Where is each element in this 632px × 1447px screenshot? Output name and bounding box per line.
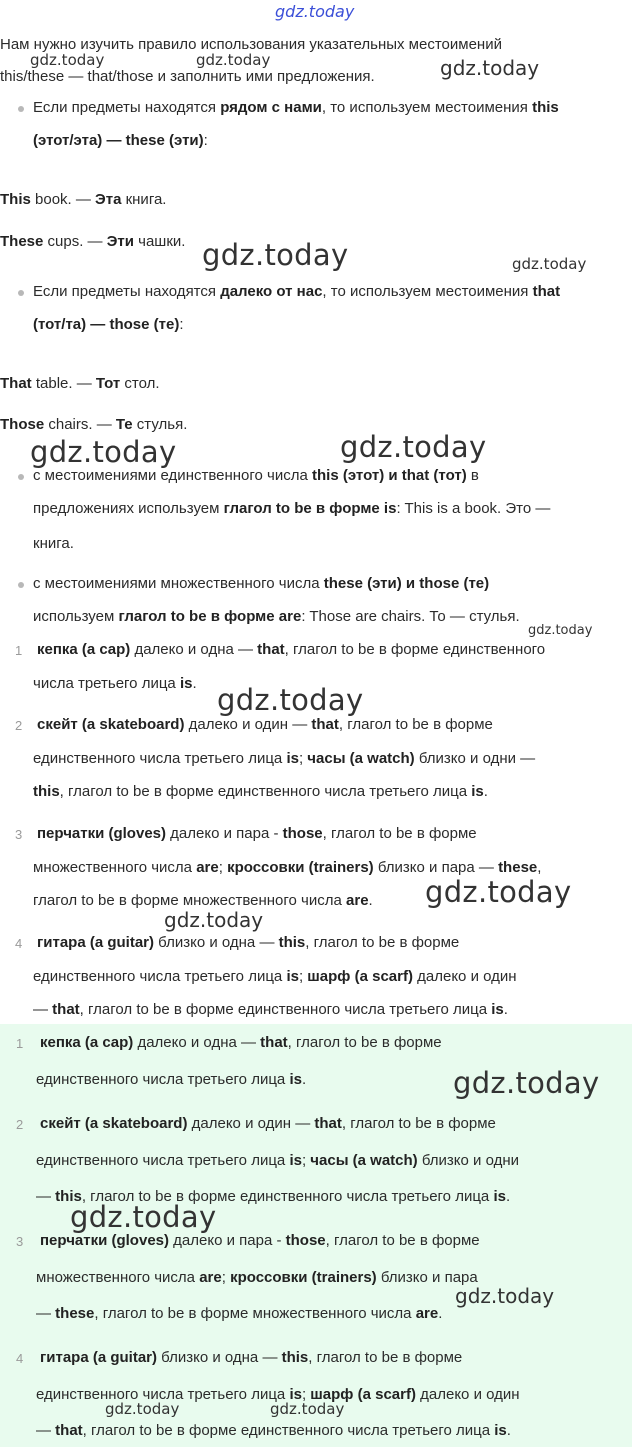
rule-singular-line-1: с местоимениями единственного числа this (этот) и that (тот) в — [33, 467, 479, 484]
intro-line-1: Нам нужно изучить правило использования указательных местоимений — [0, 36, 502, 53]
bullet-icon — [18, 582, 24, 588]
answer-line: — this, глагол to be в форме единственного числа третьего лица is. — [36, 1188, 511, 1205]
watermark: gdz.today — [202, 238, 349, 272]
example-this: This book. — Эта книга. — [0, 191, 167, 208]
watermark: gdz.today — [105, 1400, 180, 1418]
rule-singular-line-3: книга. — [33, 535, 74, 552]
answer-line: единственного числа третьего лица is; шарф (a scarf) далеко и один — [33, 967, 517, 985]
answer-line: единственного числа третьего лица is; часы (a watch) близко и одни — [36, 1151, 519, 1169]
answer-line: множественного числа are; кроссовки (trainers) близко и пара — [36, 1268, 478, 1286]
answer-line: кепка (a cap) далеко и одна — that, глагол to be в форме единственного — [37, 641, 546, 658]
example-those: Those chairs. — Те стулья. — [0, 416, 188, 433]
rule-plural-line-1: с местоимениями множественного числа these (эти) и those (те) — [33, 575, 490, 592]
answer-number: 4 — [15, 936, 23, 951]
answer-line: единственного числа третьего лица is; шарф (a scarf) далеко и один — [36, 1385, 520, 1403]
answer-number: 1 — [16, 1036, 24, 1051]
answer-line: числа третьего лица is. — [33, 674, 197, 692]
answer-line: гитара (a guitar) близко и одна — this, глагол to be в форме — [40, 1349, 463, 1366]
rule-singular-line-2: предложениях используем глагол to be в форме is: This is a book. Это — — [33, 500, 551, 517]
rule-far-line-1: Если предметы находятся далеко от нас, то используем местоимения that — [33, 283, 561, 300]
example-these: These cups. — Эти чашки. — [0, 233, 186, 250]
answer-line: — these, глагол to be в форме множественного числа are. — [36, 1305, 443, 1322]
answer-line: this, глагол to be в форме единственного числа третьего лица is. — [33, 783, 488, 800]
answer-line: скейт (a skateboard) далеко и один — that, глагол to be в форме — [37, 716, 493, 733]
watermark: gdz.today — [340, 430, 487, 464]
watermark: gdz.today — [196, 51, 271, 69]
watermark: gdz.today — [164, 908, 264, 932]
watermark: gdz.today — [275, 2, 355, 21]
rule-plural-line-2: используем глагол to be в форме are: Those are chairs. То — стулья. — [33, 608, 520, 625]
watermark: gdz.today — [440, 56, 540, 80]
answer-line: кепка (a cap) далеко и одна — that, глагол to be в форме — [40, 1034, 442, 1051]
answer-number: 2 — [15, 718, 23, 733]
answer-line: скейт (a skateboard) далеко и один — that, глагол to be в форме — [40, 1115, 496, 1132]
answer-number: 3 — [16, 1234, 24, 1249]
answer-number: 4 — [16, 1351, 24, 1366]
answer-line: гитара (a guitar) близко и одна — this, глагол to be в форме — [37, 934, 460, 951]
watermark: gdz.today — [270, 1400, 345, 1418]
watermark: gdz.today — [425, 875, 572, 909]
rule-near-line-1: Если предметы находятся рядом с нами, то используем местоимения this — [33, 99, 559, 116]
answer-line: перчатки (gloves) далеко и пара - those, глагол to be в форме — [37, 825, 477, 842]
answer-line: — that, глагол to be в форме единственного числа третьего лица is. — [33, 1001, 508, 1018]
rule-far-line-2: (тот/та) — those (те): — [33, 316, 184, 333]
watermark: gdz.today — [455, 1284, 555, 1308]
watermark: gdz.today — [512, 255, 587, 273]
answer-line: перчатки (gloves) далеко и пара - those, глагол to be в форме — [40, 1232, 480, 1249]
watermark: gdz.today — [30, 51, 105, 69]
answer-line: глагол to be в форме множественного числа are. — [33, 892, 373, 909]
example-that: That table. — Тот стол. — [0, 375, 160, 392]
watermark: gdz.today — [70, 1200, 217, 1234]
answer-line: единственного числа третьего лица is. — [36, 1070, 307, 1088]
watermark: gdz.today — [217, 683, 364, 717]
bullet-icon — [18, 106, 24, 112]
watermark: gdz.today — [30, 435, 177, 469]
watermark: gdz.today — [528, 623, 593, 638]
answer-line: единственного числа третьего лица is; часы (a watch) близко и одни — — [33, 749, 536, 767]
intro-line-2: this/these — that/those и заполнить ими предложения. — [0, 68, 375, 85]
bullet-icon — [18, 474, 24, 480]
answer-line: — that, глагол to be в форме единственного числа третьего лица is. — [36, 1422, 511, 1439]
watermark: gdz.today — [453, 1066, 600, 1100]
answer-number: 1 — [15, 643, 23, 658]
answer-number: 2 — [16, 1117, 24, 1132]
answer-number: 3 — [15, 827, 23, 842]
bullet-icon — [18, 290, 24, 296]
rule-near-line-2: (этот/эта) — these (эти): — [33, 132, 208, 149]
answer-line: множественного числа are; кроссовки (trainers) близко и пара — these, — [33, 858, 542, 876]
